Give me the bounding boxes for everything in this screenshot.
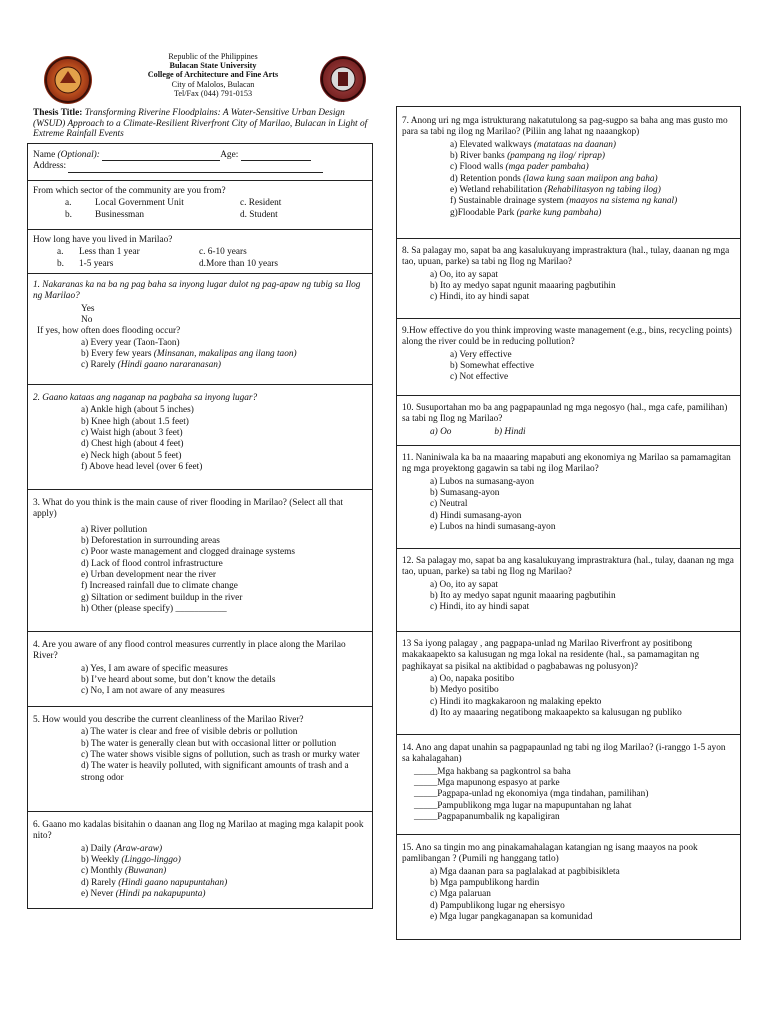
q7-option-c[interactable] [402, 162, 735, 173]
q3-option-a[interactable]: a) River pollution [81, 524, 148, 535]
q3-option-g[interactable]: g) Siltation or sediment buildup in the river [81, 592, 243, 603]
question-6 [28, 811, 372, 909]
q5-option-b[interactable]: b) The water is generally clean but with occasional litter or pollution [81, 738, 337, 749]
q8-option-c[interactable]: c) Hindi, ito ay hindi sapat [430, 292, 530, 303]
q14-prompt: 14. Ano ang dapat unahin sa pagpapaunlad ng tabi ng ilog Marilao? (i-ranggo 1-5 ayon sa kahalagahan) [402, 743, 726, 765]
q14-rank-2[interactable]: _____Mga mapunong espasyo at parke [414, 777, 560, 788]
q15-option-d[interactable]: d) Pampublikong lugar ng ehersisyo [430, 900, 565, 911]
q7-option-e-text: e) Wetland rehabilitation [450, 184, 545, 195]
q7-option-b-translation: (pampang ng ilog/ riprap) [507, 150, 605, 161]
thesis-title-text: Transforming Riverine Floodplains: A Water-Sensitive Urban Design (WSUD) Approach to a Climate-Resilient Riverfront City of Marilao, Bulacan in Light of Extreme Rainfall Events [33, 108, 368, 140]
q11-option-a[interactable]: a) Lubos na sumasang-ayon [430, 476, 535, 487]
q3-option-c[interactable]: c) Poor waste management and clogged drainage systems [81, 547, 296, 558]
question-11 [397, 445, 740, 548]
q7-option-f[interactable] [402, 196, 735, 207]
q7-option-d[interactable] [402, 174, 735, 185]
sector-option-d[interactable]: d. Student [240, 209, 278, 220]
q7-option-f-translation: (maayos na sistema ng kanal) [566, 196, 678, 207]
q2-option-e[interactable]: e) Neck high (about 5 feet) [81, 450, 182, 461]
q12-option-a[interactable]: a) Oo, ito ay sapat [430, 579, 498, 590]
q14-rank-5[interactable]: _____Pagpapanumbalik ng kapaligiran [414, 811, 560, 822]
q7-option-g-translation: (parke kung pambaha) [516, 207, 602, 218]
q2-option-b[interactable]: b) Knee high (about 1.5 feet) [81, 416, 189, 427]
q15-option-b[interactable]: b) Mga pampublikong hardin [430, 877, 540, 888]
q14-rank-4[interactable]: _____Pampublikong mga lugar na mapupuntahan ng lahat [414, 800, 632, 811]
q7-option-d-text: d) Retention ponds [450, 173, 524, 184]
q7-option-e-translation: (Rehabilitasyon ng tabing ilog) [544, 184, 661, 195]
q5-option-d[interactable]: d) The water is heavily polluted, with significant amounts of trash and a strong odor [81, 761, 349, 783]
college-seal-icon [320, 56, 366, 102]
q7-option-d-translation: (lawa kung saan maiipon ang baha) [523, 173, 658, 184]
q2-option-a[interactable]: a) Ankle high (about 5 inches) [81, 405, 194, 416]
q13-option-c[interactable]: c) Hindi ito magkakaroon ng malaking epekto [430, 696, 602, 707]
sector-option-c[interactable]: c. Resident [240, 198, 282, 209]
q3-option-f[interactable]: f) Increased rainfall due to climate change [81, 581, 238, 592]
lived-option-d[interactable]: d.More than 10 years [199, 258, 279, 269]
q1-followup: If yes, how often does flooding occur? [37, 326, 181, 337]
thesis-title [33, 108, 378, 140]
q3-option-d[interactable]: d) Lack of flood control infrastructure [81, 558, 223, 569]
question-10 [397, 395, 740, 445]
q13-option-b[interactable]: b) Medyo positibo [430, 685, 499, 696]
q6-option-c[interactable] [33, 866, 367, 877]
q6-option-b[interactable] [33, 855, 367, 866]
q7-option-c-text: c) Flood walls [450, 162, 506, 173]
q13-option-a[interactable]: a) Oo, napaka positibo [430, 673, 515, 684]
q2-option-c[interactable]: c) Waist high (about 3 feet) [81, 427, 183, 438]
city-line: City of Malolos, Bulacan [171, 79, 255, 89]
q6-option-c-translation: (Buwanan) [124, 866, 167, 877]
left-survey-panel [27, 143, 373, 909]
address-field[interactable] [68, 164, 323, 173]
q6-option-e-translation: (Hindi pa nakapupunta) [115, 888, 206, 899]
q7-option-g-text: g)Floodable Park [450, 207, 517, 218]
q11-option-b[interactable]: b) Sumasang-ayon [430, 487, 500, 498]
q6-option-b-translation: (Linggo-linggo) [121, 854, 181, 865]
q10-prompt: 10. Susuportahan mo ba ang pagpapaunlad ng mga negosyo (hal., mga cafe, pamilihan) sa tabi ng Ilog ng Marilao? [402, 403, 728, 425]
q5-option-a[interactable]: a) The water is clear and free of visible debris or pollution [81, 727, 298, 738]
q13-prompt: 13 Sa iyong palagay , ang pagpapa-unlad ng Marilao Riverfront ay positibong makakaapekto sa kalusugan ng mga lokal na residente (hal., sa pamamagitan ng paghikayat sa pisikal na aktibidad o pagbabawas ng polusyon)? [402, 639, 700, 672]
question-5 [28, 706, 372, 810]
q8-option-a[interactable]: a) Oo, ito ay sapat [430, 269, 498, 280]
university-name: Bulacan State University [169, 61, 257, 71]
q7-option-e[interactable] [402, 185, 735, 196]
q7-option-a-translation: (matataas na daanan) [533, 139, 617, 150]
question-8 [397, 238, 740, 318]
q15-option-c[interactable]: c) Mga palaruan [430, 889, 491, 900]
republic-line: Republic of the Philippines [168, 52, 258, 61]
q8-prompt: 8. Sa palagay mo, sapat ba ang kasalukuyang imprastraktura (hal., tulay, daanan ng mga tao, upuan, parke) sa tabi ng Ilog ng Marilao? [402, 246, 730, 268]
q3-option-e[interactable]: e) Urban development near the river [81, 569, 216, 580]
question-13 [397, 631, 740, 734]
q12-option-b[interactable]: b) Ito ay medyo sapat ngunit maaaring pagbutihin [430, 590, 616, 601]
q7-option-c-translation: (mga pader pambaha) [505, 162, 589, 173]
q7-option-g[interactable] [402, 208, 735, 219]
q5-option-c[interactable]: c) The water shows visible signs of pollution, such as trash or murky water [81, 749, 360, 760]
q7-prompt: 7. Anong uri ng mga istrukturang nakatutulong sa pag-sugpo sa baha ang mas gusto mo para sa tabi ng ilog ng Marilao? (Piliin ang lahat ng naaangkop) [402, 116, 728, 138]
q2-option-f[interactable]: f) Above head level (over 6 feet) [81, 461, 203, 472]
q7-option-a-text: a) Elevated walkways [450, 139, 534, 150]
q9-option-a[interactable]: a) Very effective [450, 349, 512, 360]
q2-option-d[interactable]: d) Chest high (about 4 feet) [81, 439, 184, 450]
age-label: Age: [220, 150, 239, 160]
question-4 [28, 631, 372, 705]
q1-option-b[interactable] [33, 349, 367, 360]
q6-option-c-text: c) Monthly [81, 866, 125, 877]
q7-option-f-text: f) Sustainable drainage system [450, 196, 567, 207]
q1-option-b-text: b) Every few years [81, 348, 152, 359]
q6-option-b-text: b) Weekly [81, 854, 122, 865]
q14-rank-1[interactable]: _____Mga hakbang sa pagkontrol sa baha [414, 766, 571, 777]
q12-option-c[interactable]: c) Hindi, ito ay hindi sapat [430, 602, 530, 613]
age-field[interactable] [241, 152, 311, 161]
q10-options [402, 427, 735, 438]
tel-line: Tel/Fax (044) 791-0153 [173, 88, 253, 98]
q13-option-d[interactable]: d) Ito ay maaaring negatibong makaapekto sa kalusugan ng publiko [430, 707, 682, 718]
q6-prompt: 6. Gaano mo kadalas bisitahin o daanan ang Ilog ng Marilao at maging mga kalapit pook nito? [33, 820, 364, 842]
lived-a-letter: a. [57, 247, 64, 258]
q1-option-no[interactable]: No [81, 314, 93, 325]
q10-option-a[interactable]: a) Oo [430, 426, 452, 437]
name-optional: (Optional): [57, 150, 100, 160]
q7-option-b[interactable] [402, 151, 735, 162]
q1-option-c-text: c) Rarely [81, 360, 116, 371]
question-14 [397, 734, 740, 834]
question-12 [397, 548, 740, 631]
q4-option-a[interactable]: a) Yes, I am aware of specific measures [81, 663, 228, 674]
question-1 [28, 273, 372, 383]
question-2 [28, 384, 372, 488]
q3-option-h[interactable]: h) Other (please specify) ___________ [81, 603, 227, 614]
q6-option-d-text: d) Rarely [81, 877, 119, 888]
q6-option-a-translation: (Araw-araw) [113, 843, 163, 854]
right-survey-panel [396, 106, 741, 940]
q11-option-e[interactable]: e) Lubos na hindi sumasang-ayon [430, 521, 556, 532]
q11-option-d[interactable]: d) Hindi sumasang-ayon [430, 510, 522, 521]
q7-option-a[interactable] [402, 140, 735, 151]
lived-prompt: How long have you lived in Marilao? [33, 235, 173, 245]
question-7 [397, 107, 740, 238]
q3-option-b[interactable]: b) Deforestation in surrounding areas [81, 535, 220, 546]
q1-option-c[interactable] [33, 360, 367, 371]
question-3 [28, 489, 372, 630]
q9-option-c[interactable]: c) Not effective [450, 372, 509, 383]
lived-option-a[interactable]: Less than 1 year [79, 247, 140, 258]
q2-prompt: 2. Gaano kataas ang naganap na pagbaha sa inyong lugar? [33, 393, 258, 403]
university-seal-icon [44, 56, 92, 104]
sector-option-b[interactable]: Businessman [95, 209, 145, 220]
q11-prompt: 11. Naniniwala ka ba na maaaring mapabuti ang ekonomiya ng Marilao sa pamamagitan ng mga proyektong gagawin sa tabi ng ilog Marilao? [402, 453, 731, 475]
q4-prompt: 4. Are you aware of any flood control measures currently in place along the Marilao River? [33, 640, 346, 662]
question-9 [397, 318, 740, 395]
thesis-label: Thesis Title: [33, 108, 83, 118]
q15-option-e[interactable]: e) Mga lugar pangkaganapan sa komunidad [430, 911, 593, 922]
sector-b-letter: b. [65, 209, 72, 220]
sector-option-a[interactable]: Local Government Unit [95, 198, 184, 209]
sector-prompt: From which sector of the community are you from? [33, 186, 226, 196]
name-label: Name [33, 150, 56, 160]
sector-a-letter: a. [65, 198, 72, 209]
sector-question [28, 180, 372, 228]
q1-option-b-translation: (Minsanan, makalipas ang ilang taon) [153, 348, 297, 359]
question-15 [397, 834, 740, 940]
q4-option-c[interactable]: c) No, I am not aware of any measures [81, 686, 225, 697]
lived-b-letter: b. [57, 258, 64, 269]
q5-prompt: 5. How would you describe the current cleanliness of the Marilao River? [33, 715, 304, 725]
q1-option-yes[interactable]: Yes [81, 303, 95, 314]
lived-option-b[interactable]: 1-5 years [79, 258, 114, 269]
q8-option-b[interactable]: b) Ito ay medyo sapat ngunit maaaring pagbutihin [430, 280, 616, 291]
address-label: Address: [33, 161, 67, 172]
q9-option-b[interactable]: b) Somewhat effective [450, 360, 534, 371]
q1-option-a[interactable]: a) Every year (Taon-Taon) [81, 337, 180, 348]
q11-option-c[interactable]: c) Neutral [430, 499, 468, 510]
q6-option-d[interactable] [33, 878, 367, 889]
q4-option-b[interactable]: b) I’ve heard about some, but don’t know the details [81, 674, 276, 685]
q1-option-c-translation: (Hindi gaano nararanasan) [117, 360, 221, 371]
q12-prompt: 12. Sa palagay mo, sapat ba ang kasalukuyang imprastraktura (hal., tulay, daanan ng mga tao, upuan, parke) sa tabi ng Ilog ng Marilao? [402, 556, 734, 578]
q9-prompt: 9.How effective do you think improving waste management (e.g., bins, recycling points) along the river could be in reducing pollution? [402, 326, 732, 348]
q7-option-b-text: b) River banks [450, 150, 508, 161]
letterhead [128, 52, 298, 98]
q6-option-a[interactable] [33, 844, 367, 855]
q15-option-a[interactable]: a) Mga daanan para sa paglalakad at pagbibisikleta [430, 866, 620, 877]
q3-prompt: 3. What do you think is the main cause of river flooding in Marilao? (Select all that apply) [33, 498, 343, 520]
q10-option-b[interactable]: b) Hindi [494, 426, 526, 437]
q15-prompt: 15. Ano sa tingin mo ang pinakamahalagan katangian ng isang maayos na pook pamlibangan ? (Pumili ng hanggang tatlo) [402, 843, 698, 865]
q6-option-e[interactable] [33, 889, 367, 900]
q14-rank-3[interactable]: _____Pagpapa-unlad ng ekonomiya (mga tindahan, pamilihan) [414, 789, 649, 800]
lived-question [28, 229, 372, 272]
q1-prompt: 1. Nakaranas ka na ba ng pag baha sa inyong lugar dulot ng pag-apaw ng tubig sa Ilog ng Marilao? [33, 280, 361, 302]
lived-option-c[interactable]: c. 6-10 years [199, 247, 247, 258]
q6-option-e-text: e) Never [81, 888, 116, 899]
respondent-info [28, 144, 372, 179]
college-name: College of Architecture and Fine Arts [147, 70, 279, 80]
q6-option-d-translation: (Hindi gaano napupuntahan) [118, 877, 228, 888]
q6-option-a-text: a) Daily [81, 843, 114, 854]
name-field[interactable] [102, 152, 220, 161]
